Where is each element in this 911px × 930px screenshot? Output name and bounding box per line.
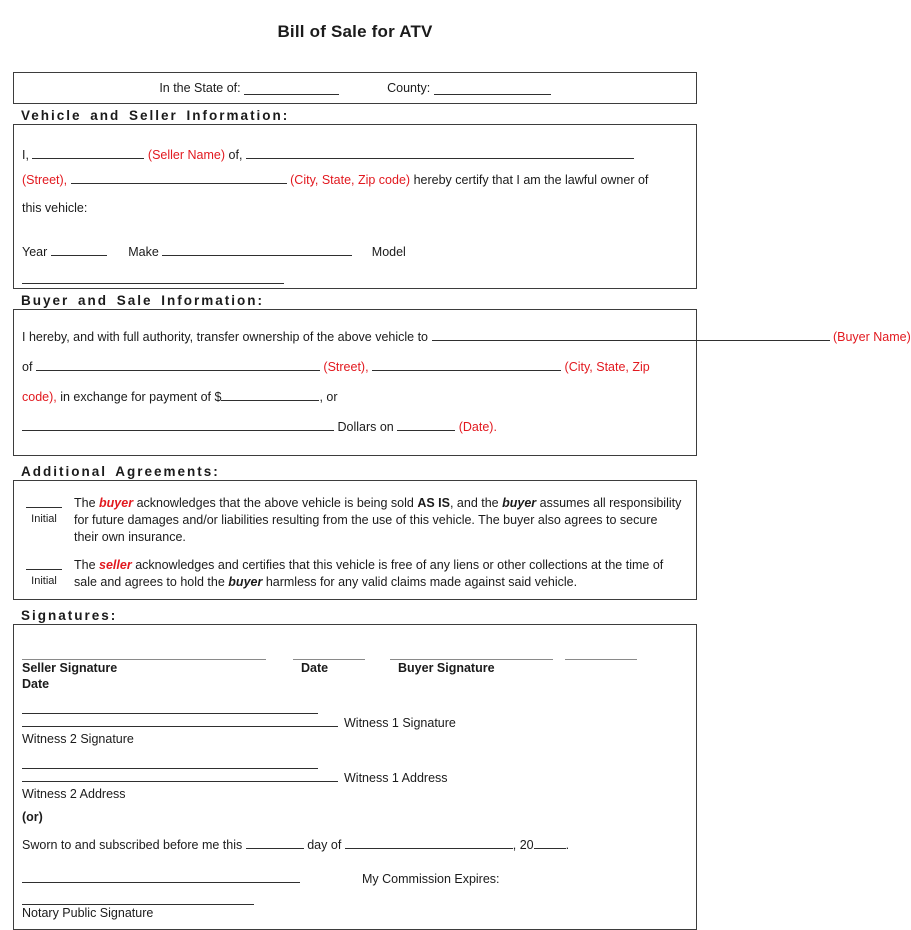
buyer-clause-text: [74, 495, 682, 546]
make-blank-line: [162, 243, 352, 256]
street-hint: (Street),: [22, 173, 68, 187]
city-state-zip-hint: (City, State, Zip code): [290, 173, 411, 187]
commission-expires-label: My Commission Expires:: [362, 872, 500, 886]
witness1-address-label: Witness 1 Address: [344, 771, 448, 785]
notary-signature-blank-line: [22, 892, 254, 905]
initial-label: Initial: [31, 575, 57, 587]
seller-clause-text: [74, 557, 682, 591]
witness1-signature-label: Witness 1 Signature: [344, 716, 456, 730]
text: I hereby, and with full authority, transfer ownership of the above vehicle to: [22, 330, 429, 344]
vehicle-seller-header: Vehicle and Seller Information:: [21, 108, 290, 123]
county-blank-line: [434, 82, 551, 95]
notary-public-label: Notary Public Signature: [22, 906, 154, 920]
text: .: [565, 838, 570, 852]
state-blank-line: [244, 82, 339, 95]
text: , or: [319, 390, 338, 404]
seller-signature-label: Seller Signature: [22, 661, 118, 675]
sworn-year-blank-line: [534, 836, 566, 849]
payment-line: [22, 388, 682, 405]
witness2-signature-blank-line: [22, 701, 318, 714]
buyer-address-line: [22, 358, 682, 375]
text: The: [74, 558, 96, 572]
buyer-sale-section: [13, 293, 911, 456]
signatures-box: [13, 624, 697, 930]
signatures-header: Signatures:: [21, 608, 118, 623]
seller-clause: [22, 557, 682, 591]
state-label: In the State of:: [159, 81, 241, 95]
witness2-address-label: Witness 2 Address: [22, 787, 126, 801]
witness1-address-row: [22, 769, 682, 786]
date-blank-line: [397, 418, 455, 431]
text: acknowledges and certifies that this vehicle is free of any liens or other collections at the time of sale and agrees to hold the: [74, 558, 664, 589]
date-label-2: Date: [22, 677, 50, 691]
text: of: [22, 360, 33, 374]
text: The: [74, 496, 96, 510]
date-label: Date: [301, 661, 329, 675]
text: harmless for any valid claims made against said vehicle.: [265, 575, 578, 589]
witness-address-group: [22, 756, 682, 802]
initial-label: Initial: [31, 513, 57, 525]
buyer-emphasis: buyer: [228, 575, 263, 589]
model-label: Model: [371, 245, 406, 259]
additional-agreements-header: Additional Agreements:: [21, 464, 220, 479]
text: assumes all responsibility for future damages and/or liabilities resulting from the use of this vehicle. The buyer also agrees to secure their own insurance.: [74, 496, 682, 544]
notary-signature-row: [22, 892, 682, 905]
buyer-city-blank-line: [372, 358, 561, 371]
text: day of: [307, 838, 342, 852]
buyer-name-blank-line: [432, 328, 830, 341]
witness2-signature-label: Witness 2 Signature: [22, 732, 134, 746]
state-county-box: [13, 72, 697, 104]
dollars-date-line: [22, 418, 682, 435]
buyer-signature-blank-line: [390, 647, 553, 660]
initial-blank-line: [26, 495, 62, 508]
seller-date-blank-line: [293, 647, 365, 660]
commission-blank-line: [22, 870, 300, 883]
sworn-day-blank-line: [246, 836, 304, 849]
buyer-sale-box: [13, 309, 911, 456]
street-blank-line: [71, 171, 287, 184]
buyer-city-hint: (City, State, Zip: [564, 360, 650, 374]
model-blank-line: [22, 271, 284, 284]
text: of,: [228, 148, 243, 162]
witness1-signature-blank-line: [22, 714, 338, 727]
witness2-signature-row: [22, 701, 682, 714]
seller-name-blank-line: [32, 146, 144, 159]
as-is-emphasis: AS IS: [417, 496, 450, 510]
witness2-address-blank-line: [22, 756, 318, 769]
or-label: (or): [22, 810, 43, 824]
county-label: County:: [387, 81, 431, 95]
additional-agreements-section: [13, 464, 697, 600]
text: , and the: [449, 496, 499, 510]
vehicle-seller-box: [13, 124, 697, 289]
year-make-model-line: [22, 243, 682, 260]
buyer-clause: [22, 495, 682, 546]
date-hint: (Date).: [458, 420, 497, 434]
initial-column: [22, 557, 66, 591]
seller-name-hint: (Seller Name): [147, 148, 226, 162]
make-label: Make: [128, 245, 159, 259]
sworn-statement-line: [22, 836, 682, 853]
sworn-month-blank-line: [345, 836, 513, 849]
buyer-date-blank-line: [565, 647, 637, 660]
signature-labels-row: [22, 660, 682, 676]
model-blank-row: [22, 271, 682, 288]
text: , 20: [512, 838, 534, 852]
text: I,: [22, 148, 29, 162]
buyer-street-hint: (Street),: [323, 360, 369, 374]
witness1-signature-row: [22, 714, 682, 731]
initial-column: [22, 495, 66, 546]
buyer-signature-label: Buyer Signature: [398, 661, 495, 675]
dollars-blank-line: [22, 418, 334, 431]
buyer-emphasis: buyer: [99, 496, 134, 510]
buyer-zip-hint: code),: [22, 390, 57, 404]
text: Sworn to and subscribed before me this: [22, 838, 243, 852]
text: in exchange for payment of $: [60, 390, 222, 404]
initial-blank-line: [26, 557, 62, 570]
buyer-name-hint: (Buyer Name): [832, 330, 911, 344]
buyer-street-blank-line: [36, 358, 320, 371]
seller-signature-blank-line: [22, 647, 266, 660]
text: Dollars on: [337, 420, 394, 434]
page-title: Bill of Sale for ATV: [277, 22, 433, 41]
text: this vehicle:: [22, 201, 88, 215]
seller-address-blank-line: [246, 146, 634, 159]
witness2-address-row: [22, 756, 682, 769]
signatures-section: [13, 608, 697, 930]
payment-amount-blank-line: [221, 388, 319, 401]
additional-agreements-box: [13, 480, 697, 600]
witness-signature-group: [22, 701, 682, 747]
seller-emphasis: seller: [99, 558, 132, 572]
transfer-line: [22, 328, 911, 345]
buyer-sale-header: Buyer and Sale Information:: [21, 293, 265, 308]
year-label: Year: [22, 245, 48, 259]
text: acknowledges that the above vehicle is being sold: [136, 496, 414, 510]
vehicle-seller-section: [13, 108, 697, 289]
signature-lines-row: [22, 647, 682, 660]
buyer-emphasis-2: buyer: [502, 496, 537, 510]
seller-name-line: [22, 146, 682, 163]
witness1-address-blank-line: [22, 769, 338, 782]
year-blank-line: [51, 243, 107, 256]
this-vehicle-line: [22, 200, 682, 216]
commission-row: [22, 870, 682, 887]
text: hereby certify that I am the lawful owner of: [413, 173, 649, 187]
seller-street-line: [22, 171, 682, 188]
